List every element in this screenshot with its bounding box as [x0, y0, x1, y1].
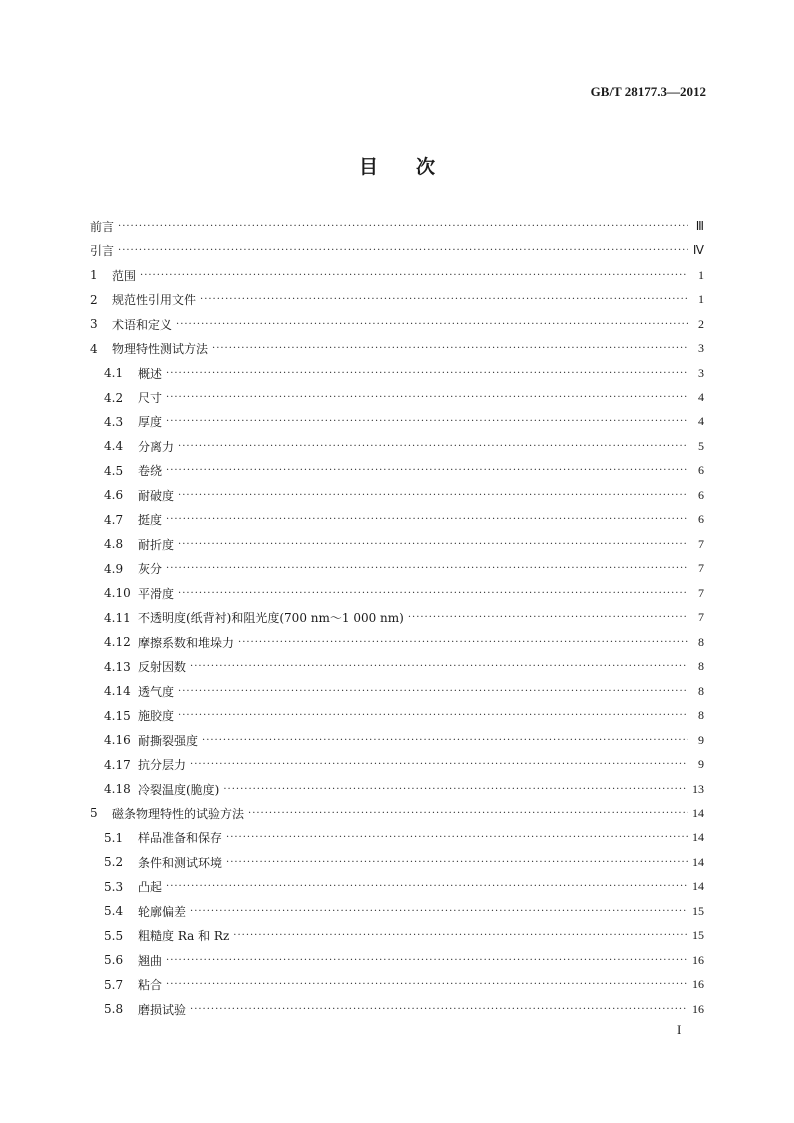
- toc-entry[interactable]: [90, 606, 704, 630]
- toc-entry[interactable]: [90, 801, 704, 825]
- toc-entry[interactable]: [90, 826, 704, 850]
- toc-entry[interactable]: [90, 899, 704, 923]
- page-title: 目次: [358, 156, 473, 178]
- toc-entry[interactable]: [90, 263, 704, 287]
- toc-entry-page: 3: [698, 365, 704, 380]
- toc-entry-number: 5.2: [104, 855, 124, 870]
- toc-entry-label: 概述: [138, 366, 163, 381]
- toc-entry-label: 反射因数: [138, 660, 187, 675]
- toc-entry-label: 挺度: [138, 513, 163, 528]
- toc-entry-page: 16: [692, 977, 704, 992]
- dot-leader: [233, 930, 688, 941]
- toc-entry-page: 6: [698, 487, 704, 502]
- toc-entry-number: 2: [90, 292, 98, 307]
- toc-entry-number: 5.3: [104, 879, 124, 894]
- toc-entry-label: 凸起: [138, 880, 163, 895]
- toc-entry-label: 平滑度: [138, 586, 175, 601]
- toc-entry[interactable]: [90, 581, 704, 605]
- toc-entry[interactable]: [90, 924, 704, 948]
- toc-entry-page: 4: [698, 390, 704, 405]
- dot-leader: [166, 392, 688, 403]
- toc-entry[interactable]: [90, 508, 704, 532]
- toc-entry[interactable]: [90, 752, 704, 776]
- dot-leader: [166, 563, 688, 574]
- toc-entry[interactable]: [90, 238, 704, 262]
- toc-entry-number: 3: [90, 317, 98, 332]
- dot-leader: [166, 368, 688, 379]
- toc-entry[interactable]: [90, 997, 704, 1021]
- toc-entry[interactable]: [90, 777, 704, 801]
- toc-entry-number: 4.8: [104, 537, 124, 552]
- toc-entry-number: 4.2: [104, 390, 124, 405]
- toc-entry-label: 抗分层力: [138, 758, 187, 773]
- dot-leader: [166, 955, 688, 966]
- toc-entry-number: 4.17: [104, 757, 131, 772]
- toc-entry-number: 5.8: [104, 1002, 124, 1017]
- toc-entry[interactable]: [90, 312, 704, 336]
- toc-entry-number: 4.18: [104, 782, 131, 797]
- toc-entry-label: 尺寸: [138, 391, 163, 406]
- toc-entry-number: 4: [90, 341, 98, 356]
- toc-entry[interactable]: [90, 532, 704, 556]
- toc-entry-label: 耐破度: [138, 488, 175, 503]
- toc-entry-page: 7: [698, 610, 704, 625]
- dot-leader: [223, 784, 688, 795]
- toc-entry-number: 5: [90, 806, 98, 821]
- toc-entry-label: 规范性引用文件: [112, 293, 197, 308]
- dot-leader: [408, 612, 688, 623]
- toc-entry-number: 4.13: [104, 659, 131, 674]
- toc-entry-number: 4.7: [104, 512, 124, 527]
- toc-entry-page: 15: [692, 903, 704, 918]
- toc-entry-number: 4.1: [104, 366, 124, 381]
- toc-entry-label: 冷裂温度(脆度): [138, 782, 220, 797]
- toc-entry-page: 16: [692, 952, 704, 967]
- toc-entry-page: 13: [692, 781, 704, 796]
- toc-entry-number: 4.11: [104, 610, 131, 625]
- toc-entry-number: 4.15: [104, 708, 131, 723]
- toc-entry[interactable]: [90, 557, 704, 581]
- dot-leader: [178, 539, 688, 550]
- toc-entry-page: 6: [698, 512, 704, 527]
- toc-entry-label: 条件和测试环境: [138, 855, 223, 870]
- toc-entry-page: 14: [692, 879, 704, 894]
- dot-leader: [248, 808, 688, 819]
- dot-leader: [166, 514, 688, 525]
- toc-entry-page: Ⅲ: [695, 218, 704, 233]
- dot-leader: [202, 735, 688, 746]
- toc-entry-label: 不透明度(纸背衬)和阻光度(700 nm～1 000 nm): [138, 611, 404, 626]
- toc-entry-label: 耐折度: [138, 537, 175, 552]
- dot-leader: [178, 710, 688, 721]
- toc-entry[interactable]: [90, 361, 704, 385]
- dot-leader: [190, 759, 688, 770]
- toc-entry-label: 范围: [112, 268, 137, 283]
- toc-entry-page: 8: [698, 708, 704, 723]
- toc-entry-page: 8: [698, 683, 704, 698]
- toc-entry[interactable]: [90, 875, 704, 899]
- dot-leader: [118, 221, 688, 232]
- dot-leader: [166, 881, 688, 892]
- toc-entry-number: 4.10: [104, 586, 131, 601]
- dot-leader: [212, 343, 688, 354]
- toc-entry-label: 引言: [90, 244, 115, 259]
- dot-leader: [190, 1004, 688, 1015]
- dot-leader: [118, 245, 688, 256]
- toc-entry-number: 4.5: [104, 463, 124, 478]
- toc-entry-page: 1: [698, 292, 704, 307]
- toc-entry-page: 7: [698, 536, 704, 551]
- toc-entry-label: 粗糙度 Ra 和 Rz: [138, 929, 230, 944]
- toc-entry-page: 7: [698, 585, 704, 600]
- toc-entry-label: 磨损试验: [138, 1002, 187, 1017]
- toc-entry-label: 厚度: [138, 415, 163, 430]
- toc-entry-page: 14: [692, 805, 704, 820]
- dot-leader: [238, 637, 688, 648]
- page-number: I: [677, 1022, 682, 1037]
- toc-entry[interactable]: [90, 679, 704, 703]
- toc-entry-number: 1: [90, 268, 98, 283]
- toc-entry[interactable]: [90, 214, 704, 238]
- toc-entry[interactable]: [90, 434, 704, 458]
- dot-leader: [190, 661, 688, 672]
- toc-entry-page: 14: [692, 830, 704, 845]
- toc-entry-number: 4.16: [104, 733, 131, 748]
- toc-entry-label: 翘曲: [138, 953, 163, 968]
- toc-entry-number: 5.6: [104, 953, 124, 968]
- toc-entry-label: 前言: [90, 219, 115, 234]
- toc-entry-page: 15: [692, 928, 704, 943]
- toc-entry-page: 2: [698, 316, 704, 331]
- toc-entry-number: 4.9: [104, 561, 124, 576]
- toc-entry[interactable]: [90, 948, 704, 972]
- toc-entry-label: 轮廓偏差: [138, 904, 187, 919]
- dot-leader: [226, 832, 688, 843]
- standard-number: GB/T 28177.3—2012: [590, 84, 706, 99]
- toc-entry-page: 8: [698, 659, 704, 674]
- toc-entry-number: 4.4: [104, 439, 124, 454]
- toc-entry[interactable]: [90, 654, 704, 678]
- toc-entry-label: 透气度: [138, 684, 175, 699]
- dot-leader: [178, 686, 688, 697]
- toc-entry-page: 14: [692, 854, 704, 869]
- dot-leader: [178, 441, 688, 452]
- toc-entry-number: 4.3: [104, 414, 124, 429]
- toc-entry-label: 耐撕裂强度: [138, 733, 199, 748]
- toc-entry[interactable]: [90, 483, 704, 507]
- dot-leader: [166, 416, 688, 427]
- toc-entry-number: 5.1: [104, 830, 124, 845]
- toc-entry-label: 卷绕: [138, 464, 163, 479]
- dot-leader: [200, 294, 688, 305]
- toc-entry-page: Ⅳ: [692, 243, 704, 258]
- toc-entry[interactable]: [90, 287, 704, 311]
- dot-leader: [166, 465, 688, 476]
- toc-entry-number: 5.4: [104, 904, 124, 919]
- toc-entry-label: 摩擦系数和堆垛力: [138, 635, 235, 650]
- toc-entry-page: 7: [698, 561, 704, 576]
- toc-entry-label: 施胶度: [138, 709, 175, 724]
- toc-entry[interactable]: [90, 459, 704, 483]
- toc-entry-page: 16: [692, 1001, 704, 1016]
- toc-entry-label: 磁条物理特性的试验方法: [112, 806, 245, 821]
- dot-leader: [176, 319, 688, 330]
- dot-leader: [178, 588, 688, 599]
- toc-entry[interactable]: [90, 728, 704, 752]
- dot-leader: [140, 270, 688, 281]
- toc-entry-label: 术语和定义: [112, 317, 173, 332]
- toc-entry[interactable]: [90, 703, 704, 727]
- dot-leader: [166, 979, 688, 990]
- toc-entry[interactable]: [90, 973, 704, 997]
- toc-entry[interactable]: [90, 385, 704, 409]
- toc-entry[interactable]: [90, 336, 704, 360]
- toc-entry-page: 3: [698, 341, 704, 356]
- toc-entry-number: 4.12: [104, 635, 131, 650]
- toc-entry-label: 分离力: [138, 439, 175, 454]
- dot-leader: [190, 906, 688, 917]
- toc-entry-number: 5.7: [104, 977, 124, 992]
- toc-entry[interactable]: [90, 630, 704, 654]
- toc-entry[interactable]: [90, 850, 704, 874]
- toc-entry-label: 样品准备和保存: [138, 831, 223, 846]
- toc-entry-page: 9: [698, 732, 704, 747]
- toc-entry-label: 物理特性测试方法: [112, 342, 209, 357]
- toc-entry-number: 4.14: [104, 684, 131, 699]
- toc-entry-label: 粘合: [138, 978, 163, 993]
- toc-entry-page: 6: [698, 463, 704, 478]
- toc-entry-page: 9: [698, 757, 704, 772]
- toc-entry-page: 8: [698, 634, 704, 649]
- dot-leader: [178, 490, 688, 501]
- dot-leader: [226, 857, 688, 868]
- toc-entry-page: 4: [698, 414, 704, 429]
- toc-entry[interactable]: [90, 410, 704, 434]
- table-of-contents: [90, 214, 704, 1021]
- toc-entry-number: 5.5: [104, 928, 124, 943]
- toc-entry-page: 1: [698, 267, 704, 282]
- toc-entry-label: 灰分: [138, 562, 163, 577]
- toc-entry-page: 5: [698, 438, 704, 453]
- toc-entry-number: 4.6: [104, 488, 124, 503]
